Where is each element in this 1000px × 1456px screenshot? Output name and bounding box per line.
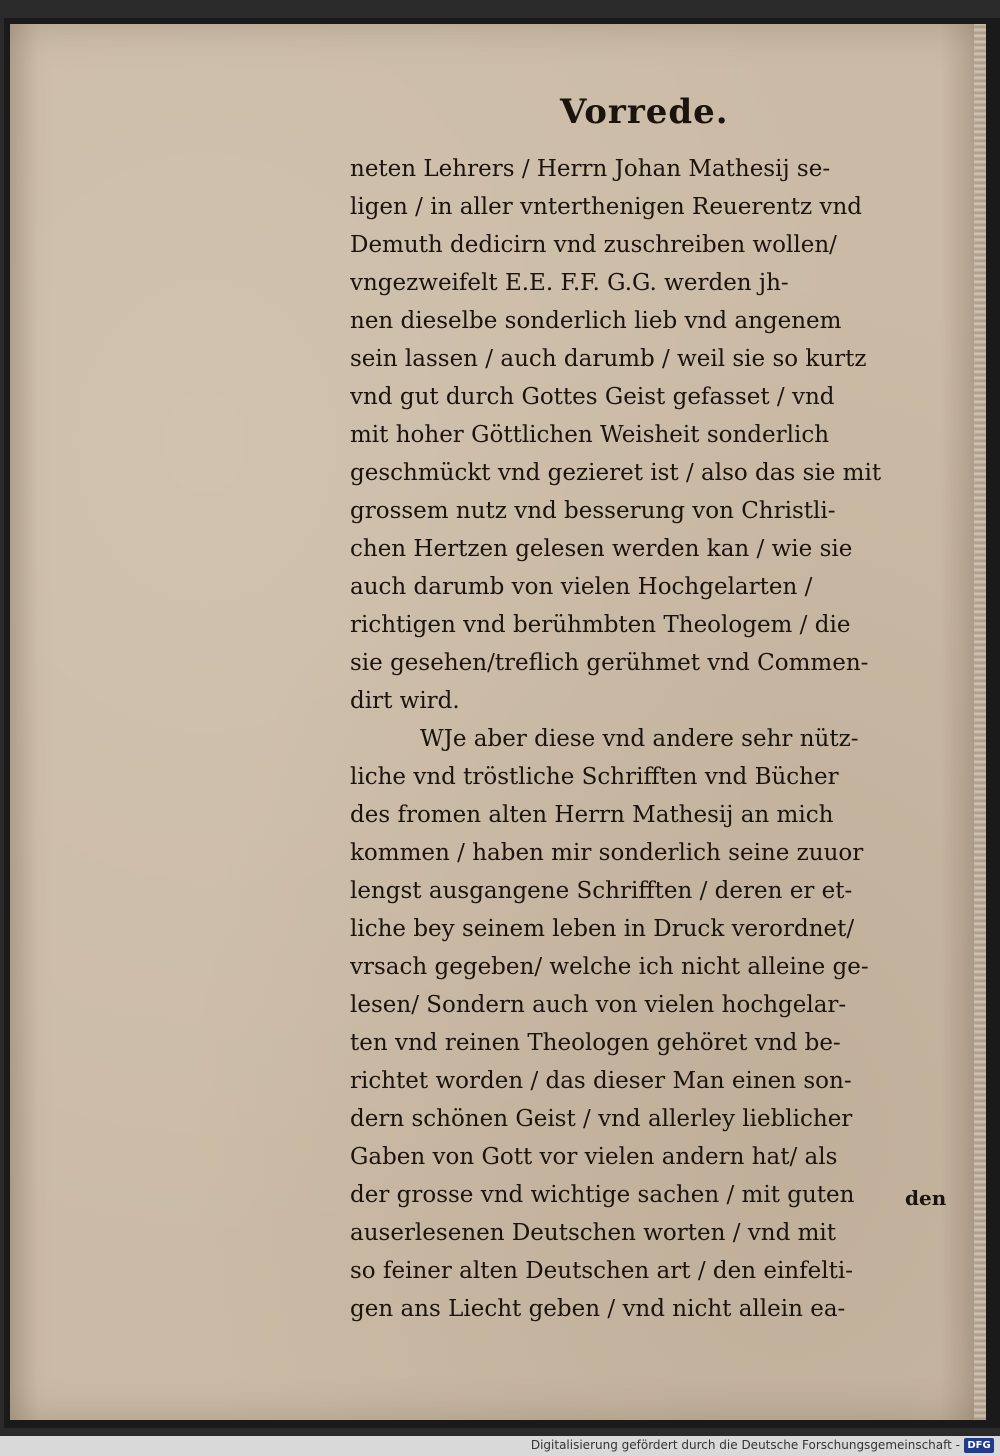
- dfg-logo-icon: DFG: [964, 1438, 994, 1453]
- text-line: der grosse vnd wichtige sachen / mit guten: [350, 1182, 855, 1208]
- text-line: lengst ausgangene Schrifften / deren er et-: [350, 878, 853, 904]
- text-line-paragraph-start: WJe aber diese vnd andere sehr nütz-: [420, 726, 859, 752]
- text-line: geschmückt vnd gezieret ist / also das sie mit: [350, 460, 882, 486]
- text-line: auch darumb von vielen Hochgelarten /: [350, 574, 813, 600]
- text-line: liche vnd tröstliche Schrifften vnd Bücher: [350, 764, 839, 790]
- footer-credit: Digitalisierung gefördert durch die Deutsche Forschungsgemeinschaft -: [530, 1438, 960, 1452]
- text-line: des fromen alten Herrn Mathesij an mich: [350, 802, 834, 828]
- page-body-text: [350, 150, 970, 1328]
- text-line: Gaben von Gott vor vielen andern hat/ als: [350, 1144, 838, 1170]
- text-line: richtet worden / das dieser Man einen son-: [350, 1068, 852, 1094]
- text-line: ten vnd reinen Theologen gehöret vnd be-: [350, 1030, 841, 1056]
- text-line: sein lassen / auch darumb / weil sie so kurtz: [350, 346, 867, 372]
- text-line: richtigen vnd berühmbten Theologem / die: [350, 612, 851, 638]
- text-line: chen Hertzen gelesen werden kan / wie sie: [350, 536, 853, 562]
- text-line: dern schönen Geist / vnd allerley lieblicher: [350, 1106, 853, 1132]
- text-line: kommen / haben mir sonderlich seine zuuor: [350, 840, 864, 866]
- text-line: auserlesenen Deutschen worten / vnd mit: [350, 1220, 837, 1246]
- text-line: mit hoher Göttlichen Weisheit sonderlich: [350, 422, 830, 448]
- text-line: neten Lehrers / Herrn Johan Mathesij se-: [350, 156, 831, 182]
- running-head: Vorrede.: [560, 92, 729, 132]
- text-line: so feiner alten Deutschen art / den einfelti-: [350, 1258, 853, 1284]
- text-line: vrsach gegeben/ welche ich nicht alleine ge-: [350, 954, 869, 980]
- text-line: nen dieselbe sonderlich lieb vnd angenem: [350, 308, 842, 334]
- catchword: den: [905, 1186, 947, 1210]
- text-line: vngezweifelt E.E. F.F. G.G. werden jh-: [350, 270, 789, 296]
- text-line: ligen / in aller vnterthenigen Reuerentz vnd: [350, 194, 862, 220]
- text-line: lesen/ Sondern auch von vielen hochgelar-: [350, 992, 847, 1018]
- text-line: liche bey seinem leben in Druck verordnet/: [350, 916, 855, 942]
- text-line: grossem nutz vnd besserung von Christli-: [350, 498, 836, 524]
- text-line: Demuth dedicirn vnd zuschreiben wollen/: [350, 232, 837, 258]
- text-line: dirt wird.: [350, 688, 460, 714]
- text-line: sie gesehen/treflich gerühmet vnd Commen-: [350, 650, 869, 676]
- footer-bar: [0, 1436, 1000, 1456]
- page-edge: [974, 24, 986, 1420]
- text-line: gen ans Liecht geben / vnd nicht allein ea-: [350, 1296, 846, 1322]
- text-line: vnd gut durch Gottes Geist gefasset / vnd: [350, 384, 835, 410]
